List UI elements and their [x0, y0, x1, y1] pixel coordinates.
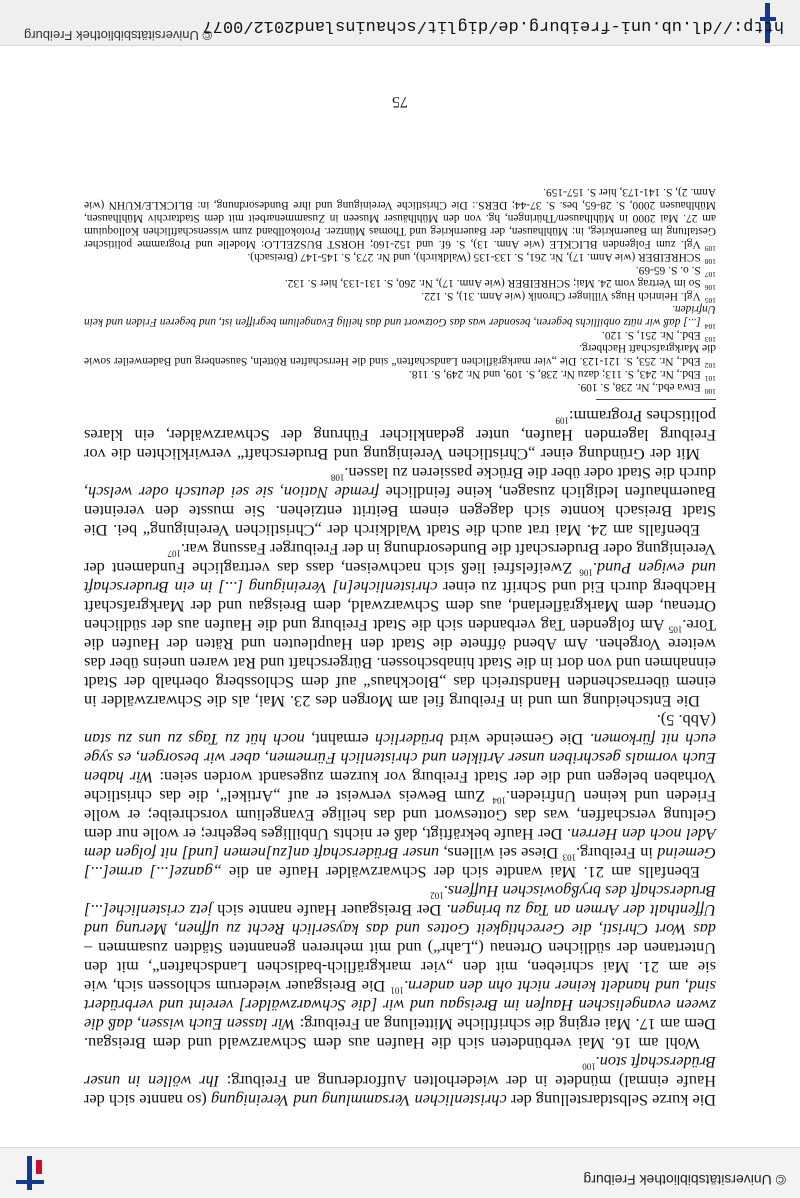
footnote-text: Ebd., Nr. 243, S. 113; dazu Nr. 238, S. 109, und Nr. 249, S. 118. — [408, 368, 701, 380]
footnote — [84, 289, 716, 305]
library-logo-icon — [10, 1156, 50, 1190]
body-paragraph: Die Entscheidung um und in Freiburg fiel am Morgen des 23. Mai, als die Schwarzwälder in einem überraschenden Handstreich das „Blockhaus“ auf dem Schlossberg oberhalb der Stadt einnahmen und von dort in die Stadt hinabschossen. Bürgerschaft und Rat waren uneins über das weitere Vorgehen. Am Abend öffnete die Stadt den Hauptleuten und Räten der Haufen die Tore.$^{105}$ Am folgenden Tag verbanden sich die Stadt Freiburg und die Haufen aus der südlichen Ortenau, dem Markgräflerland, aus dem Schwarzwald, dem Breisgau und der Markgrafschaft Hachberg durch Eid und Schrift zu einer christenliche[n] Vereinigung [...] in ein Bruderschaft und ewigen Pund.$^{106}$ Zweifelsfrei ließ sich nachweisen, dass das vertragliche Fundament der Vereinigung oder Bruderschaft die Bundesordnung in der Freiburger Fassung war.$^{107}$ — [84, 540, 716, 711]
footnote-text: S. o. S. 65-69. — [635, 264, 701, 276]
viewer-footer — [0, 0, 800, 46]
permalink-url[interactable]: http://dl.ub.uni-freiburg.de/diglit/schauinsland2012/0077 — [202, 16, 784, 35]
footnote-number: 102 — [704, 360, 716, 370]
footnote-text: Ebd., Nr. 251, S. 120. — [602, 329, 701, 341]
footnote — [84, 341, 716, 370]
footnote-text: Etwa ebd., Nr. 238, S. 109. — [577, 381, 701, 393]
footnote-number: 105 — [704, 295, 716, 305]
footnote-number: 103 — [704, 334, 716, 344]
footnote — [84, 380, 716, 396]
footnote-number: 101 — [704, 373, 716, 383]
footnote — [84, 250, 716, 266]
page-number: 75 — [392, 93, 408, 110]
footnote — [84, 276, 716, 292]
footnote-text: [...] daß wir nütz onbillichs begeren, besonder was das Gotzwort und das heilig Evangelium begriffen ist, und begeren Friden und kein Unfriden. — [84, 303, 716, 328]
footnote-number: 100 — [704, 386, 716, 396]
footnote-number: 106 — [704, 282, 716, 292]
body-paragraph: Die kurze Selbstdarstellung der christenlichen Versammlung und Vereinigung (so nannte sich der Haufe einmal) mündete in der wiederholten Aufforderung an Freiburg: Ihr wöllen in unser Brüderschaft ston.$^{100}$ — [84, 1053, 716, 1110]
body-paragraph: Mit der Gründung einer „Christlichen Vereinigung und Bruderschaft“ verwirklichten die vor Freiburg lagernden Haufen, unter gedanklicher Führung der Schwarzwälder, ein klares politisches Programm:$^{109}$ — [84, 407, 716, 464]
footnote-text: Vgl. Heinrich Hugs Villinger Chronik (wie Anm. 31), S. 122. — [421, 290, 701, 302]
footnote-number: 107 — [704, 269, 716, 279]
footnote-text: So im Vertrag vom 24. Mai; SCHREIBER (wie Anm. 17), Nr. 260, S. 131-133, hier S. 132. — [284, 277, 701, 289]
viewer-header — [0, 1147, 800, 1198]
footnote — [84, 302, 716, 331]
footnote-number: 108 — [704, 256, 716, 266]
body-text — [84, 407, 716, 1110]
page-body — [84, 185, 716, 1110]
footnotes — [84, 185, 716, 396]
footnote-number: 109 — [704, 243, 716, 253]
footnote-divider — [596, 399, 716, 400]
library-credit: © Universitätsbibliothek Freiburg — [24, 28, 213, 43]
footnote — [84, 328, 716, 344]
library-credit: © Universitätsbibliothek Freiburg — [583, 1172, 786, 1188]
footnote — [84, 367, 716, 383]
footnote — [84, 185, 716, 253]
footnote-text: SCHREIBER (wie Anm. 17), Nr. 261, S. 133-135 (Waldkirch), und Nr. 273, S. 145-147 (Breisach). — [247, 251, 701, 263]
body-paragraph: Ebenfalls am 21. Mai wandte sich der Schwarzwälder Haufe an die „ganze[...] arme[...] Gemeind in Freiburg.$^{103}$ Diese sei willens, unser Brüderschaft an[zu]nemen [und] nit folgen dem Adel noch den Herren. Der Haufe bekräftigt, daß er nichts Unbilliges begehre; er wolle nur dem Geltung verschaffen, was das Gotteswort und das heilige Evangelium vorschreibe; er wolle Frieden und keinen Unfrieden.$^{104}$ Zum Beweis verweist er auf „Artikel“, die das christliche Vorhaben belegen und die der Stadt Freiburg vor kurzem zugesandt worden seien: Wir haben Euch vormals geschriben unser Artiklen und christenlich Fürnemen, aber wir besorgen, es syge euch nit fürkomen. Die Gemeinde wird brüderlich ermahnt, noch hüt zu Tags zu uns zu stan (Abb. 5). — [83, 711, 716, 882]
body-paragraph: Wohl am 16. Mai verbündeten sich die Haufen aus dem Schwarzwald und dem Breisgau. Dem am 17. Mai erging die schriftliche Mitteilung an Freiburg: Wir lassen Euch wissen, daß die zween evangelischen Haufen im Breisgau und wir [die Schwarzwälder] vereint und verbrüdert sind, und handelt keiner nicht ohn den andern.$^{101}$ Die Breisgauer wiederum schlossen sich, wie sie am 21. Mai schrieben, mit den „vier markgräflich-badischen Landschaften“, mit den Untertanen der südlichen Ortenau („Lahr“) und mit mehreren genannten Städten zusammen – das Wort Christi, die Gerechtigkeit Gottes und das kayserlich Recht zu uffnen, Merung und Uffenthalt der Armen an Tag zu bringen. Der Breisgauer Haufe nannte sich jetz cristenliche[...] Bruderschaft des bryßgowischen Huffens.$^{102}$ — [83, 882, 716, 1053]
footnote-text: Ebd., Nr. 253, S. 121-123. Die „vier markgräflichen Landschaften“ sind die Herrschaften Rötteln, Sausenberg und Badenweiler sowie die Markgrafschaft Hachberg. — [84, 342, 716, 367]
body-paragraph: Ebenfalls am 24. Mai trat auch die Stadt Waldkirch der „Christlichen Vereinigung“ bei. Die Stadt Breisach konnte sich dagegen einem Beitritt entziehen. Sie musste den vereinten Bauernhaufen lediglich zusagen, keine feindliche fremde Nation, sie sei deutsch oder welsch, durch die Stadt oder über die Brücke passieren zu lassen.$^{108}$ — [84, 464, 716, 540]
footnote-number: 104 — [704, 321, 716, 331]
footnote-text: Vgl. zum Folgenden BLICKLE (wie Anm. 13), S. 6f. und 152-160; HORST BUSZELLO: Modelle und Programme politischer Gestaltung im Bauernkrieg, in: Mühlhausen, der Bauernkrieg und Thomas Müntzer. Protokollband zum wissenschaftlichen Kolloquium am 27. Mai 2000 in Mühlhausen/Thüringen, hg. von den Mühlhäuser Museen in Zusammenarbeit mit dem Stadtarchiv Mühlhausen, Mühlhausen 2000, S. 28-65, bes. S. 37-44; DERS.: Die Christliche Vereinigung und ihre Bundesordnung, in: BLICKLE/KUHN (wie Anm. 2), S. 141-173, hier S. 157-159. — [84, 186, 716, 250]
footnote — [84, 263, 716, 279]
